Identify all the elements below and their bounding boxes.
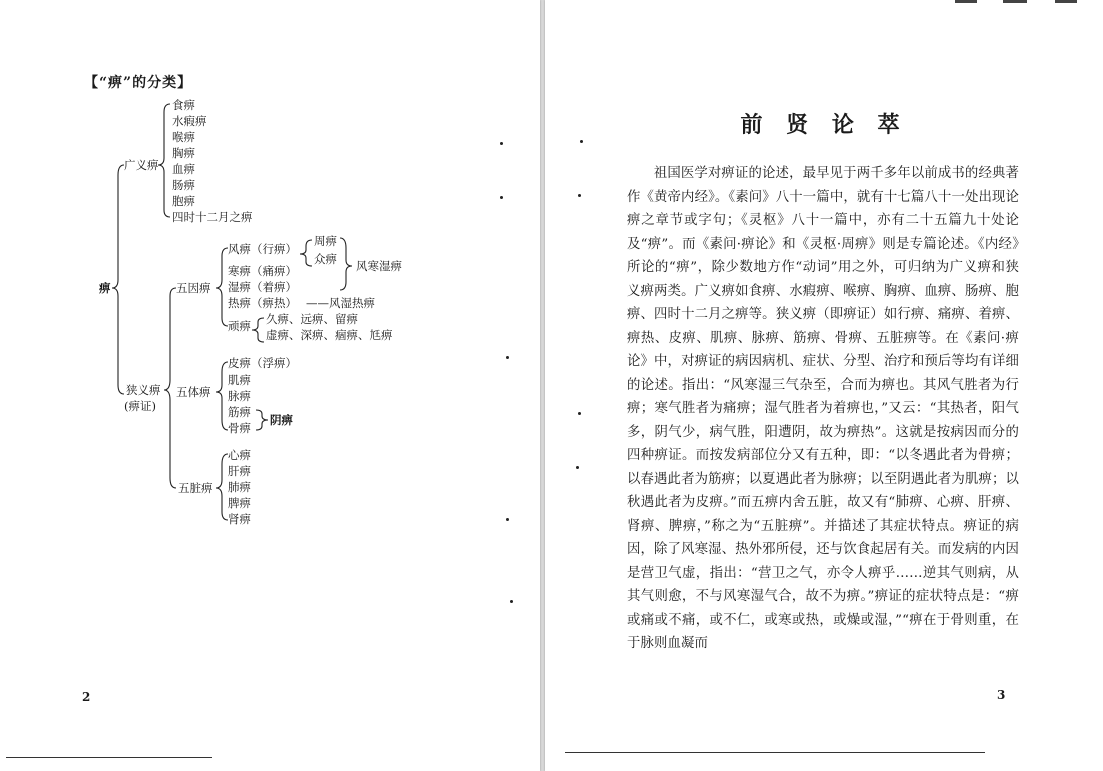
broad-item: 水瘕痹 bbox=[172, 114, 207, 128]
scan-speck bbox=[578, 194, 581, 197]
broad-item: 喉痹 bbox=[172, 130, 195, 144]
classification-title: 【“痹”的分类】 bbox=[84, 75, 193, 91]
yinbi-label: 阴痹 bbox=[270, 413, 293, 427]
wuzang-item: 心痹 bbox=[228, 448, 251, 462]
wuyin-item: 顽痹 bbox=[228, 319, 251, 333]
wuzang-item: 肺痹 bbox=[228, 480, 251, 494]
broad-bi-label: 广义痹 bbox=[124, 158, 159, 172]
fengshire-label: ——风湿热痹 bbox=[306, 296, 375, 310]
wuzang-item: 脾痹 bbox=[228, 496, 251, 510]
scan-edge-line bbox=[565, 752, 985, 753]
scan-speck bbox=[500, 142, 503, 145]
narrow-bi-sublabel: (痹证) bbox=[124, 399, 156, 413]
scan-top-mark bbox=[1055, 0, 1077, 3]
scan-top-mark bbox=[955, 0, 977, 3]
wuyin-item: 热痹（痹热） bbox=[228, 296, 297, 310]
wuyin-item: 寒痹（痛痹） bbox=[228, 264, 297, 278]
broad-item: 血痹 bbox=[172, 162, 195, 176]
scan-speck bbox=[576, 466, 579, 469]
fenghanshi-label: 风寒湿痹 bbox=[356, 259, 402, 273]
wuti-item: 脉痹 bbox=[228, 389, 251, 403]
classification-tree-brackets bbox=[0, 0, 540, 771]
page-right bbox=[545, 0, 1103, 771]
scan-top-mark bbox=[1003, 0, 1027, 3]
broad-item: 胸痹 bbox=[172, 146, 195, 160]
body-paragraph: 祖国医学对痹证的论述，最早见于两千多年以前成书的经典著作《黄帝内经》。《素问》八十一篇中，就有十七篇八十一处出现论痹之章节或字句；《灵枢》八十一篇中，亦有二十五篇九十处论及“痹”。而《素问·痹论》和《灵枢·周痹》则是专篇论述。《内经》所论的“痹”，除少数地方作“动词”用之外，可归纳为广义痹和狭义痹两类。广义痹如食痹、水瘕痹、喉痹、胸痹、血痹、肠痹、胞痹、四时十二月之痹等。狭义痹（即痹证）如行痹、痛痹、着痹、痹热、皮痹、肌痹、脉痹、筋痹、骨痹、五脏痹等。在《素问·痹论》中，对痹证的病因病机、症状、分型、治疗和预后等均有详细的论述。指出：“风寒湿三气杂至，合而为痹也。其风气胜者为行痹；寒气胜者为痛痹；湿气胜者为着痹也，”又云：“其热者，阳气多，阴气少，病气胜，阳遭阴，故为痹热”。这就是按病因而分的四种痹证。而按发病部位分又有五种，即：“以冬遇此者为骨痹；以春遇此者为筋痹；以夏遇此者为脉痹；以至阴遇此者为肌痹；以秋遇此者为皮痹。”而五痹内舍五脏，故又有“肺痹、心痹、肝痹、肾痹、脾痹，”称之为“五脏痹”。并描述了其症状特点。痹证的病因，除了风寒湿、热外邪所侵，还与饮食起居有关。而发病的内因是营卫气虚，指出：“营卫之气，亦令人痹乎……逆其气则病，从其气则愈，不与风寒湿气合，故不为痹。”痹证的症状特点是：“痹或痛或不痛，或不仁，或寒或热，或燥或湿，”“痹在于骨则重，在于脉则血凝而 bbox=[627, 166, 1019, 651]
scan-edge-line bbox=[6, 757, 212, 758]
feng-sub-item: 周痹 bbox=[314, 234, 337, 248]
body-text bbox=[627, 162, 1019, 656]
wuti-item: 筋痹 bbox=[228, 405, 251, 419]
wuzang-bi-label: 五脏痹 bbox=[178, 481, 213, 495]
wuti-item: 皮痹（浮痹） bbox=[228, 356, 297, 370]
tree-root: 痹 bbox=[99, 281, 111, 295]
wuzang-item: 肾痹 bbox=[228, 512, 251, 526]
feng-sub-item: 众痹 bbox=[314, 252, 337, 266]
wan-sub-item: 虚痹、深痹、痼痹、尪痹 bbox=[266, 328, 393, 342]
scan-speck bbox=[580, 140, 583, 143]
scan-speck bbox=[510, 600, 513, 603]
broad-item: 四时十二月之痹 bbox=[172, 210, 253, 224]
scan-speck bbox=[506, 356, 509, 359]
narrow-bi-label: 狭义痹 bbox=[126, 383, 161, 397]
broad-item: 食痹 bbox=[172, 98, 195, 112]
wan-sub-item: 久痹、远痹、留痹 bbox=[266, 312, 358, 326]
wuzang-item: 肝痹 bbox=[228, 464, 251, 478]
section-title: 前 贤 论 萃 bbox=[740, 112, 908, 138]
wuti-item: 骨痹 bbox=[228, 421, 251, 435]
page-left bbox=[0, 0, 540, 771]
scan-speck bbox=[578, 412, 581, 415]
page-number-right: 3 bbox=[997, 688, 1006, 702]
page-number-left: 2 bbox=[82, 690, 91, 704]
broad-item: 肠痹 bbox=[172, 178, 195, 192]
scan-speck bbox=[506, 518, 509, 521]
wuyin-item: 风痹（行痹） bbox=[228, 242, 297, 256]
wuti-item: 肌痹 bbox=[228, 373, 251, 387]
wuti-bi-label: 五体痹 bbox=[176, 385, 211, 399]
wuyin-bi-label: 五因痹 bbox=[176, 281, 211, 295]
broad-item: 胞痹 bbox=[172, 194, 195, 208]
scan-speck bbox=[500, 196, 503, 199]
wuyin-item: 湿痹（着痹） bbox=[228, 280, 297, 294]
